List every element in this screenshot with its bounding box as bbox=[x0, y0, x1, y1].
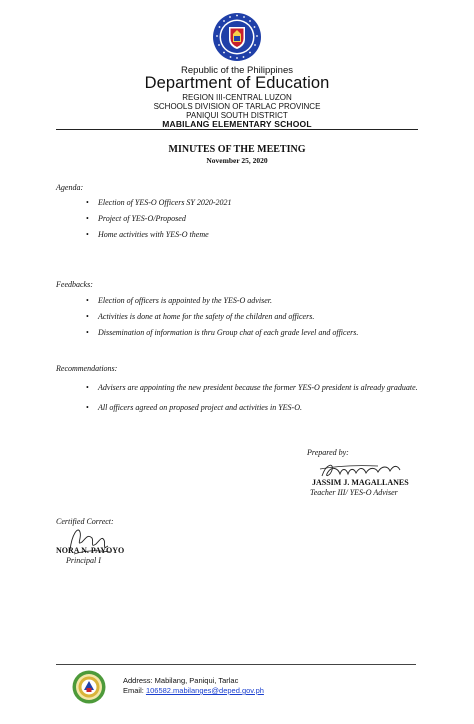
school-name: MABILANG ELEMENTARY SCHOOL bbox=[162, 119, 312, 129]
principal-position: Principal I bbox=[66, 556, 101, 565]
feedback-item: • Dissemination of information is thru Group chat of each grade level and officers. bbox=[86, 328, 426, 338]
feedback-item: • Election of officers is appointed by the YES-O adviser. bbox=[86, 296, 426, 306]
certified-correct-label: Certified Correct: bbox=[56, 517, 114, 526]
deped-seal-icon bbox=[212, 12, 262, 62]
district-line: PANIQUI SOUTH DISTRICT bbox=[186, 111, 288, 120]
recommendation-item: • All officers agreed on proposed project and activities in YES-O. bbox=[86, 401, 426, 415]
school-logo-icon bbox=[72, 670, 106, 704]
header-divider bbox=[56, 129, 418, 130]
footer-divider bbox=[56, 664, 416, 665]
email-link[interactable]: 106582.mabilanges@deped.gov.ph bbox=[145, 686, 264, 695]
agenda-item: • Election of YES-O Officers SY 2020-2021 bbox=[86, 198, 426, 208]
republic-line: Republic of the Philippines bbox=[181, 65, 293, 76]
recommendations-label: Recommendations: bbox=[56, 364, 118, 373]
region-line: REGION III-CENTRAL LUZON bbox=[182, 93, 292, 102]
department-name: Department of Education bbox=[144, 74, 330, 92]
agenda-item: • Home activities with YES-O theme bbox=[86, 230, 426, 240]
agenda-label: Agenda: bbox=[56, 183, 84, 192]
recommendations-list bbox=[86, 381, 426, 421]
feedback-item: • Activities is done at home for the safety of the children and officers. bbox=[86, 312, 426, 322]
principal-name: NORA N. PAYOYO bbox=[56, 546, 125, 555]
document-date: November 25, 2020 bbox=[206, 156, 268, 165]
recommendation-item: • Advisers are appointing the new president because the former YES-O president is already graduate. bbox=[86, 381, 426, 395]
feedbacks-list bbox=[86, 296, 426, 344]
agenda-list bbox=[86, 198, 426, 246]
adviser-position: Teacher III/ YES-O Adviser bbox=[310, 488, 398, 497]
document-title: MINUTES OF THE MEETING bbox=[168, 144, 306, 155]
agenda-item: • Project of YES-O/Proposed bbox=[86, 214, 426, 224]
prepared-by-label: Prepared by: bbox=[307, 448, 349, 457]
email-label: Email: bbox=[123, 686, 144, 695]
school-address: Address: Mabilang, Paniqui, Tarlac bbox=[123, 676, 239, 685]
email-row bbox=[123, 686, 264, 695]
adviser-name: JASSIM J. MAGALLANES bbox=[312, 478, 409, 487]
feedbacks-label: Feedbacks: bbox=[56, 280, 93, 289]
division-line: SCHOOLS DIVISION OF TARLAC PROVINCE bbox=[153, 102, 321, 111]
